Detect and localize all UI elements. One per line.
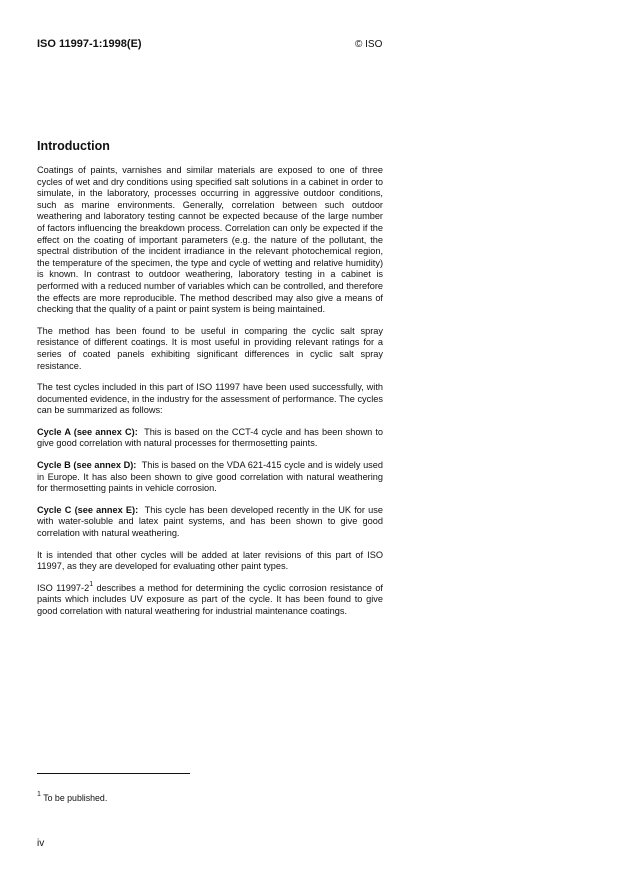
cycle-b-paragraph [37, 460, 383, 495]
paragraph-1: Coatings of paints, varnishes and similar materials are exposed to one of three cycles of wet and dry conditions using specified salt solutions in a cabinet in order to simulate, in the laboratory, processes occurring in aggressive outdoor conditions, such as marine environments. Generally, correlation between such outdoor weathering and laboratory testing cannot be expected because of the large number of factors influencing the breakdown process. Correlation can only be expected if the effect on the coating of important parameters (e.g. the nature of the pollutant, the spectral distribution of the incident irradiance in the relevant photochemical region, the temperature of the specimen, the type and cycle of wetting and relative humidity) is known. In contrast to outdoor weathering, laboratory testing in a cabinet is performed with a reduced number of variables which can be controlled, and therefore the effects are more reproducible. The method described may also give a means of checking that the quality of a paint or paint system is being maintained. [37, 165, 383, 315]
footnote-text: To be published. [40, 793, 108, 803]
iso-11997-2-ref: ISO 11997-2 [37, 582, 90, 593]
cycle-a-label: Cycle A (see annex C): [37, 426, 138, 437]
cycle-c-label: Cycle C (see annex E): [37, 504, 139, 515]
cycle-b-text: This is based on the VDA 621-415 cycle and is widely used in Europe. It has also been shown to give good correlation with natural weathering for thermosetting paints in vehicle corrosion. [37, 460, 383, 494]
footnote-separator [37, 773, 190, 774]
footnote-mark: 1 [37, 791, 41, 799]
footnote-ref: 1 [89, 580, 94, 588]
footnote [37, 793, 107, 803]
page-number: iv [37, 838, 45, 849]
copyright-notice: © ISO [355, 39, 383, 50]
cycle-a-text: This is based on the CCT-4 cycle and has been shown to give good correlation with natural processes for thermosetting paints. [37, 426, 384, 449]
cycle-a-paragraph [37, 427, 383, 450]
standard-number: ISO 11997-1:1998(E) [37, 38, 142, 50]
paragraph-5 [37, 580, 383, 618]
introduction-body [37, 165, 383, 628]
cycle-c-paragraph [37, 505, 383, 540]
section-heading: Introduction [37, 139, 110, 153]
paragraph-4: It is intended that other cycles will be added at later revisions of this part of ISO 11997, as they are developed for evaluating other paint types. [37, 549, 383, 572]
cycle-b-label: Cycle B (see annex D): [37, 460, 137, 471]
paragraph-3: The test cycles included in this part of ISO 11997 have been used successfully, with documented evidence, in the industry for the assessment of performance. The cycles can be summarized as follows: [37, 382, 383, 416]
paragraph-5-text: describes a method for determining the cyclic corrosion resistance of paints which includes UV exposure as part of the cycle. It has been found to give good correlation with natural weathering for industrial maintenance coatings. [37, 582, 383, 616]
paragraph-2: The method has been found to be useful in comparing the cyclic salt spray resistance of different coatings. It is most useful in providing relevant ratings for a series of coated panels exhibiting significant differences in cyclic salt spray resistance. [37, 325, 383, 371]
cycle-c-text: This cycle has been developed recently in the UK for use with water-soluble and latex paint systems, and has been shown to give good correlation with natural weathering. [37, 504, 383, 539]
